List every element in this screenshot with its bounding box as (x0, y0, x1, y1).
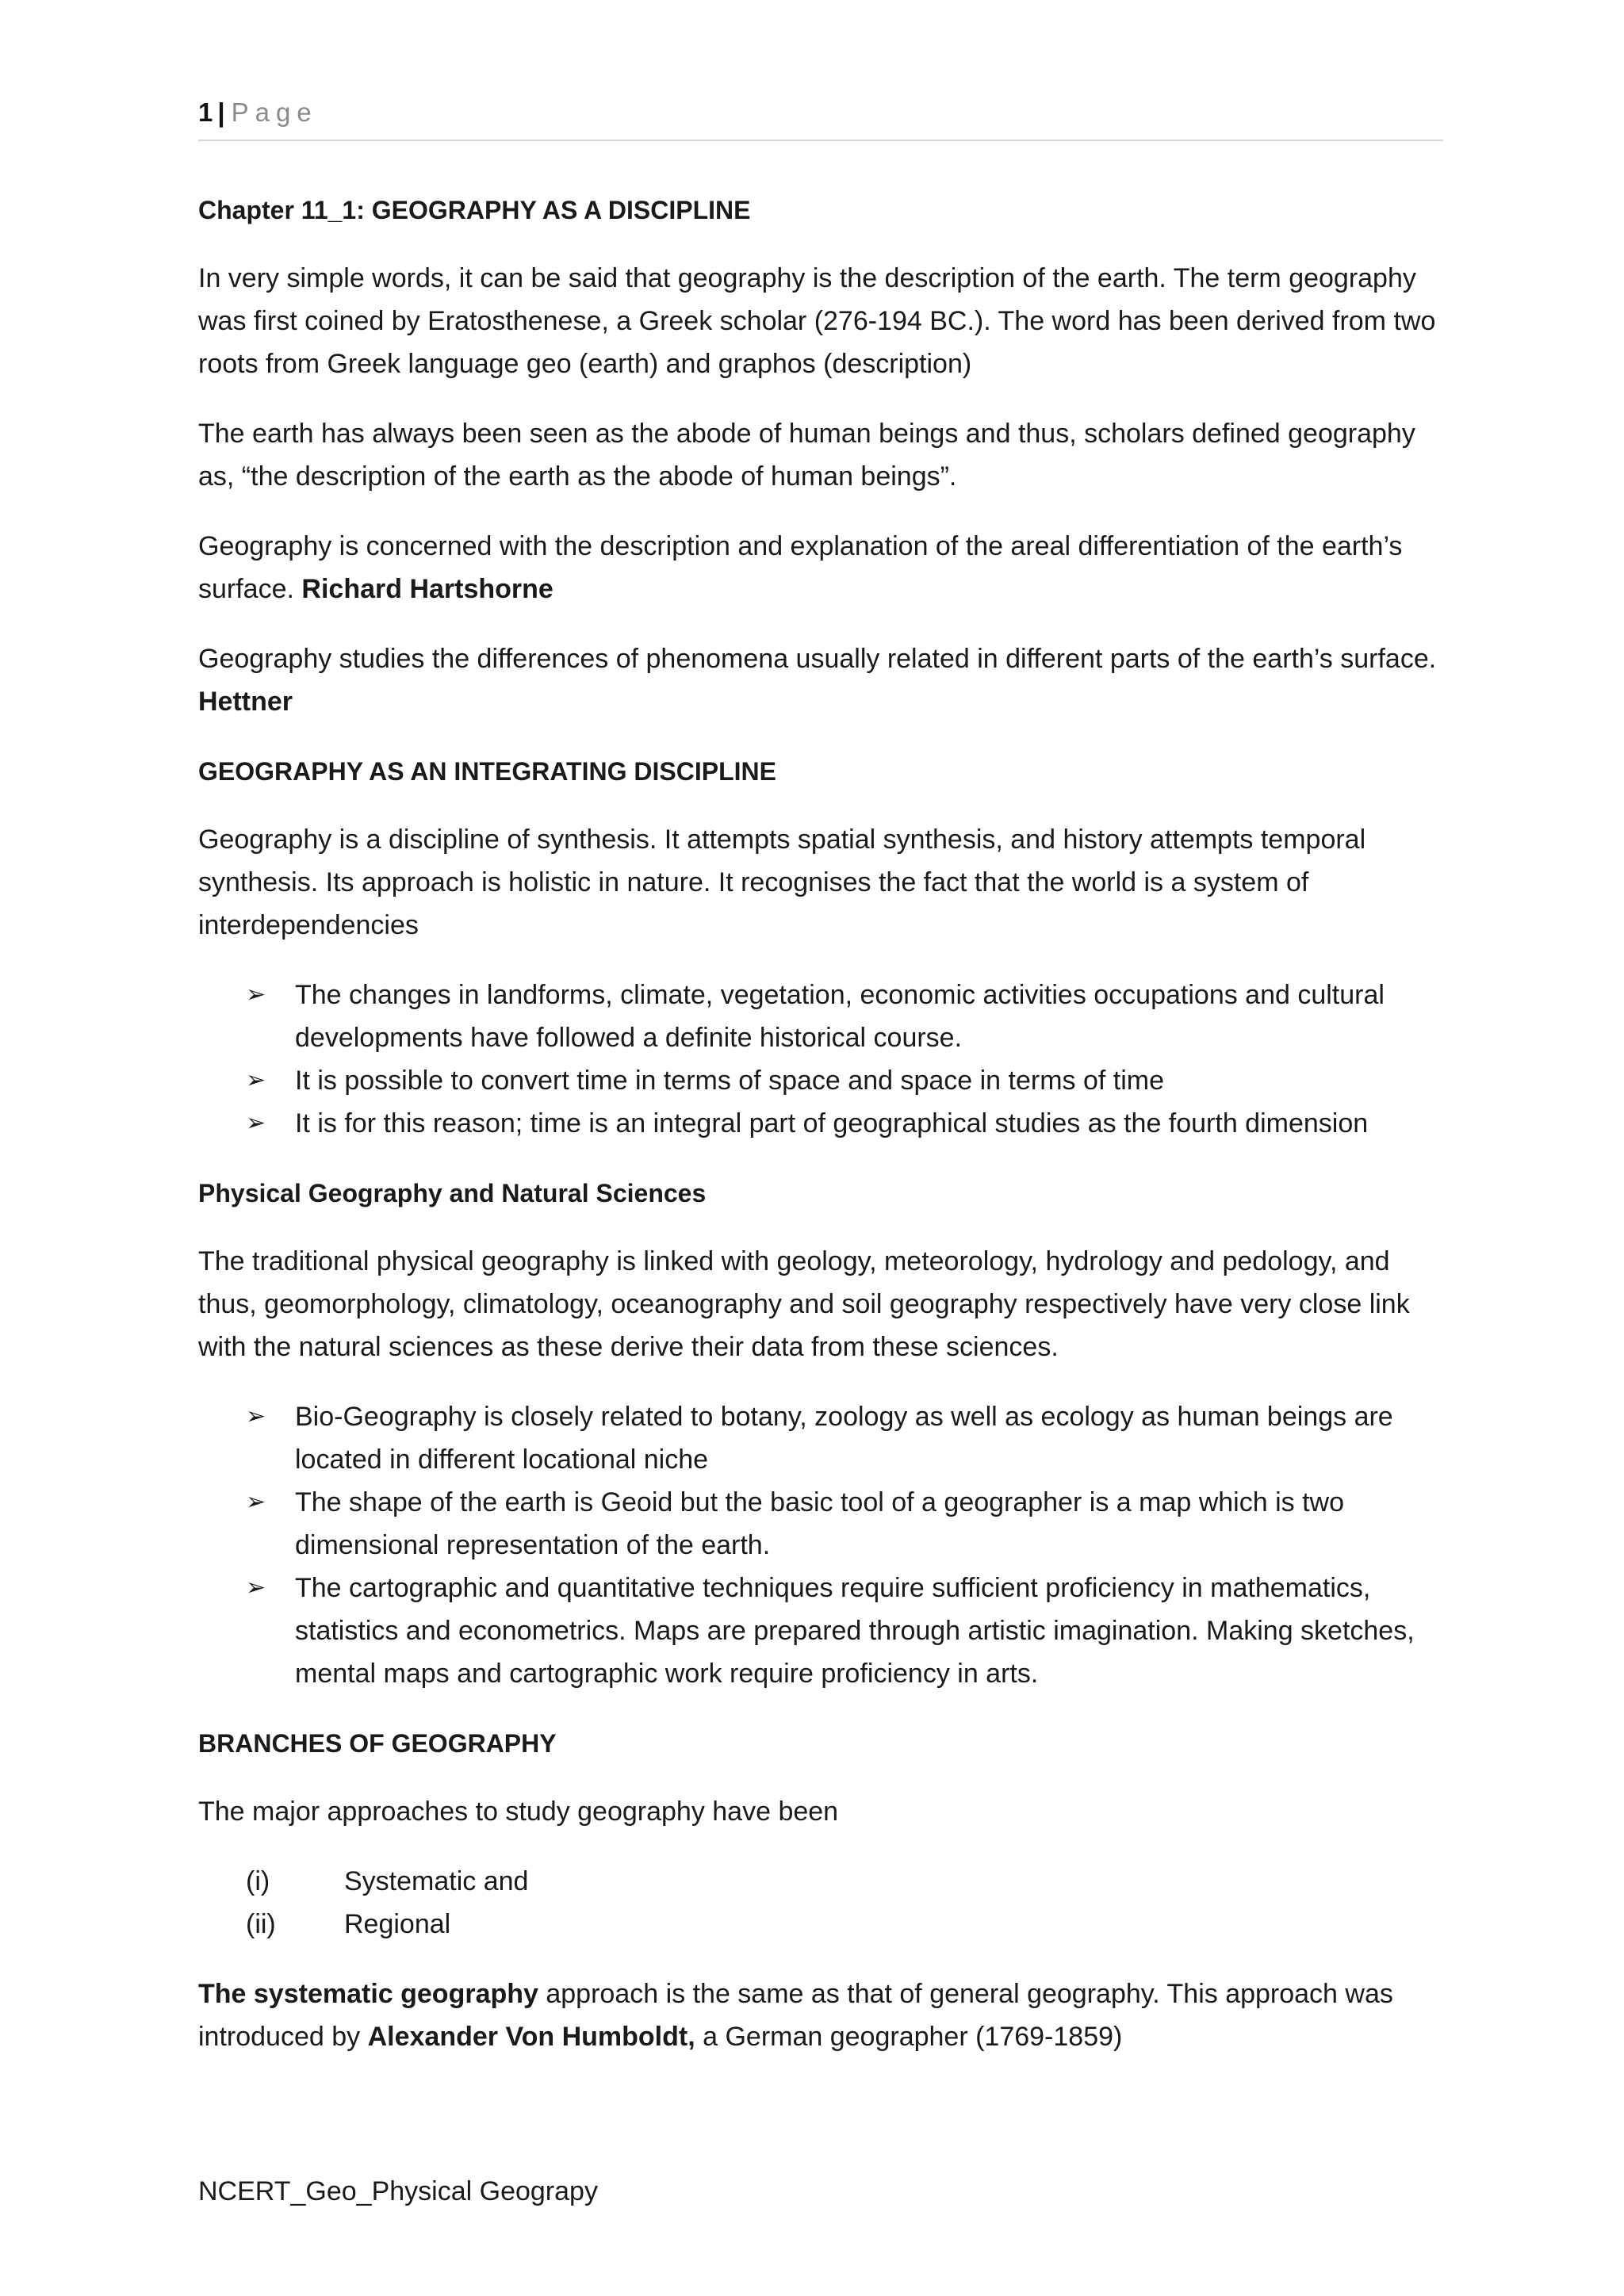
list-item (198, 1903, 1443, 1946)
branches-intro: The major approaches to study geography have been (198, 1797, 839, 1827)
quote-author: Hettner (198, 687, 293, 717)
intro-paragraph: In very simple words, it can be said that geography is the description of the earth. The term geography was first coined by Eratosthenese, a Greek scholar (276-194 BC.). The word has been derived from two roots from Greek language geo (earth) and graphos (description) (198, 263, 1436, 379)
page-header (198, 94, 1443, 141)
quote-text: Geography studies the differences of phenomena usually related in different parts of the earth’s surface. (198, 644, 1437, 674)
section-heading-integrating: GEOGRAPHY AS AN INTEGRATING DISCIPLINE (198, 757, 776, 786)
integrating-paragraph: Geography is a discipline of synthesis. It attempts spatial synthesis, and history attempts temporal synthesis. Its approach is holistic in nature. It recognises the fact that the world is a system of interdependencies (198, 825, 1366, 940)
arrow-bullet-icon: ➢ (246, 1110, 266, 1136)
chapter-title: Chapter 11_1: GEOGRAPHY AS A DISCIPLINE (198, 196, 751, 224)
arrow-bullet-icon: ➢ (246, 1489, 266, 1515)
header-separator: | (217, 98, 225, 127)
quote-author: Richard Hartshorne (301, 574, 553, 604)
list-item: ➢ It is for this reason; time is an integral part of geographical studies as the fourth dimension (295, 1102, 1443, 1145)
list-item-text: Regional (344, 1909, 451, 1939)
list-marker: (i) (246, 1866, 270, 1896)
systematic-paragraph: The systematic geography approach is the same as that of general geography. This approach was introduced by Alexander Von Humboldt, a German geographer (1769-1859) (198, 1979, 1393, 2052)
document-page (198, 94, 1443, 2085)
page-label: Page (231, 98, 318, 127)
humboldt-name: Alexander Von Humboldt, (367, 2022, 695, 2052)
arrow-bullet-icon: ➢ (246, 1067, 266, 1093)
arrow-bullet-icon: ➢ (246, 982, 266, 1008)
quote-text: Geography is concerned with the description and explanation of the areal differentiation of the earth’s surface. (198, 531, 1403, 604)
hettner-quote (198, 637, 1443, 723)
list-item (198, 1860, 1443, 1903)
list-item-text: Systematic and (344, 1866, 529, 1896)
list-marker: (ii) (246, 1909, 276, 1939)
arrow-bullet-icon: ➢ (246, 1403, 266, 1429)
integrating-bullet-list (198, 974, 1443, 1145)
hartshorne-quote (198, 525, 1443, 610)
page-number: 1 (198, 98, 213, 127)
arrow-bullet-icon: ➢ (246, 1575, 266, 1601)
physical-paragraph: The traditional physical geography is linked with geology, meteorology, hydrology and pedology, and thus, geomorphology, climatology, oceanography and soil geography respectively have very close link with the natural sciences as these derive their data from these sciences. (198, 1246, 1410, 1362)
list-item: ➢ Bio-Geography is closely related to botany, zoology as well as ecology as human beings are located in different locational niche (295, 1395, 1443, 1481)
list-item: ➢ The cartographic and quantitative techniques require sufficient proficiency in mathematics, statistics and econometrics. Maps are prepared through artistic imagination. Making sketches, mental maps and cartographic work require proficiency in arts. (295, 1567, 1443, 1695)
physical-bullet-list (198, 1395, 1443, 1695)
list-item: ➢ It is possible to convert time in terms of space and space in terms of time (295, 1059, 1443, 1102)
section-heading-physical: Physical Geography and Natural Sciences (198, 1179, 707, 1207)
abode-paragraph: The earth has always been seen as the abode of human beings and thus, scholars defined geography as, “the description of the earth as the abode of human beings”. (198, 419, 1415, 492)
list-item: ➢ The shape of the earth is Geoid but the basic tool of a geographer is a map which is two dimensional representation of the earth. (295, 1481, 1443, 1567)
systematic-lead: The systematic geography (198, 1979, 538, 2009)
section-heading-branches: BRANCHES OF GEOGRAPHY (198, 1729, 557, 1758)
page-footer: NCERT_Geo_Physical Geograpy (198, 2176, 598, 2206)
approaches-list (198, 1860, 1443, 1946)
list-item: ➢ The changes in landforms, climate, vegetation, economic activities occupations and cultural developments have followed a definite historical course. (295, 974, 1443, 1059)
